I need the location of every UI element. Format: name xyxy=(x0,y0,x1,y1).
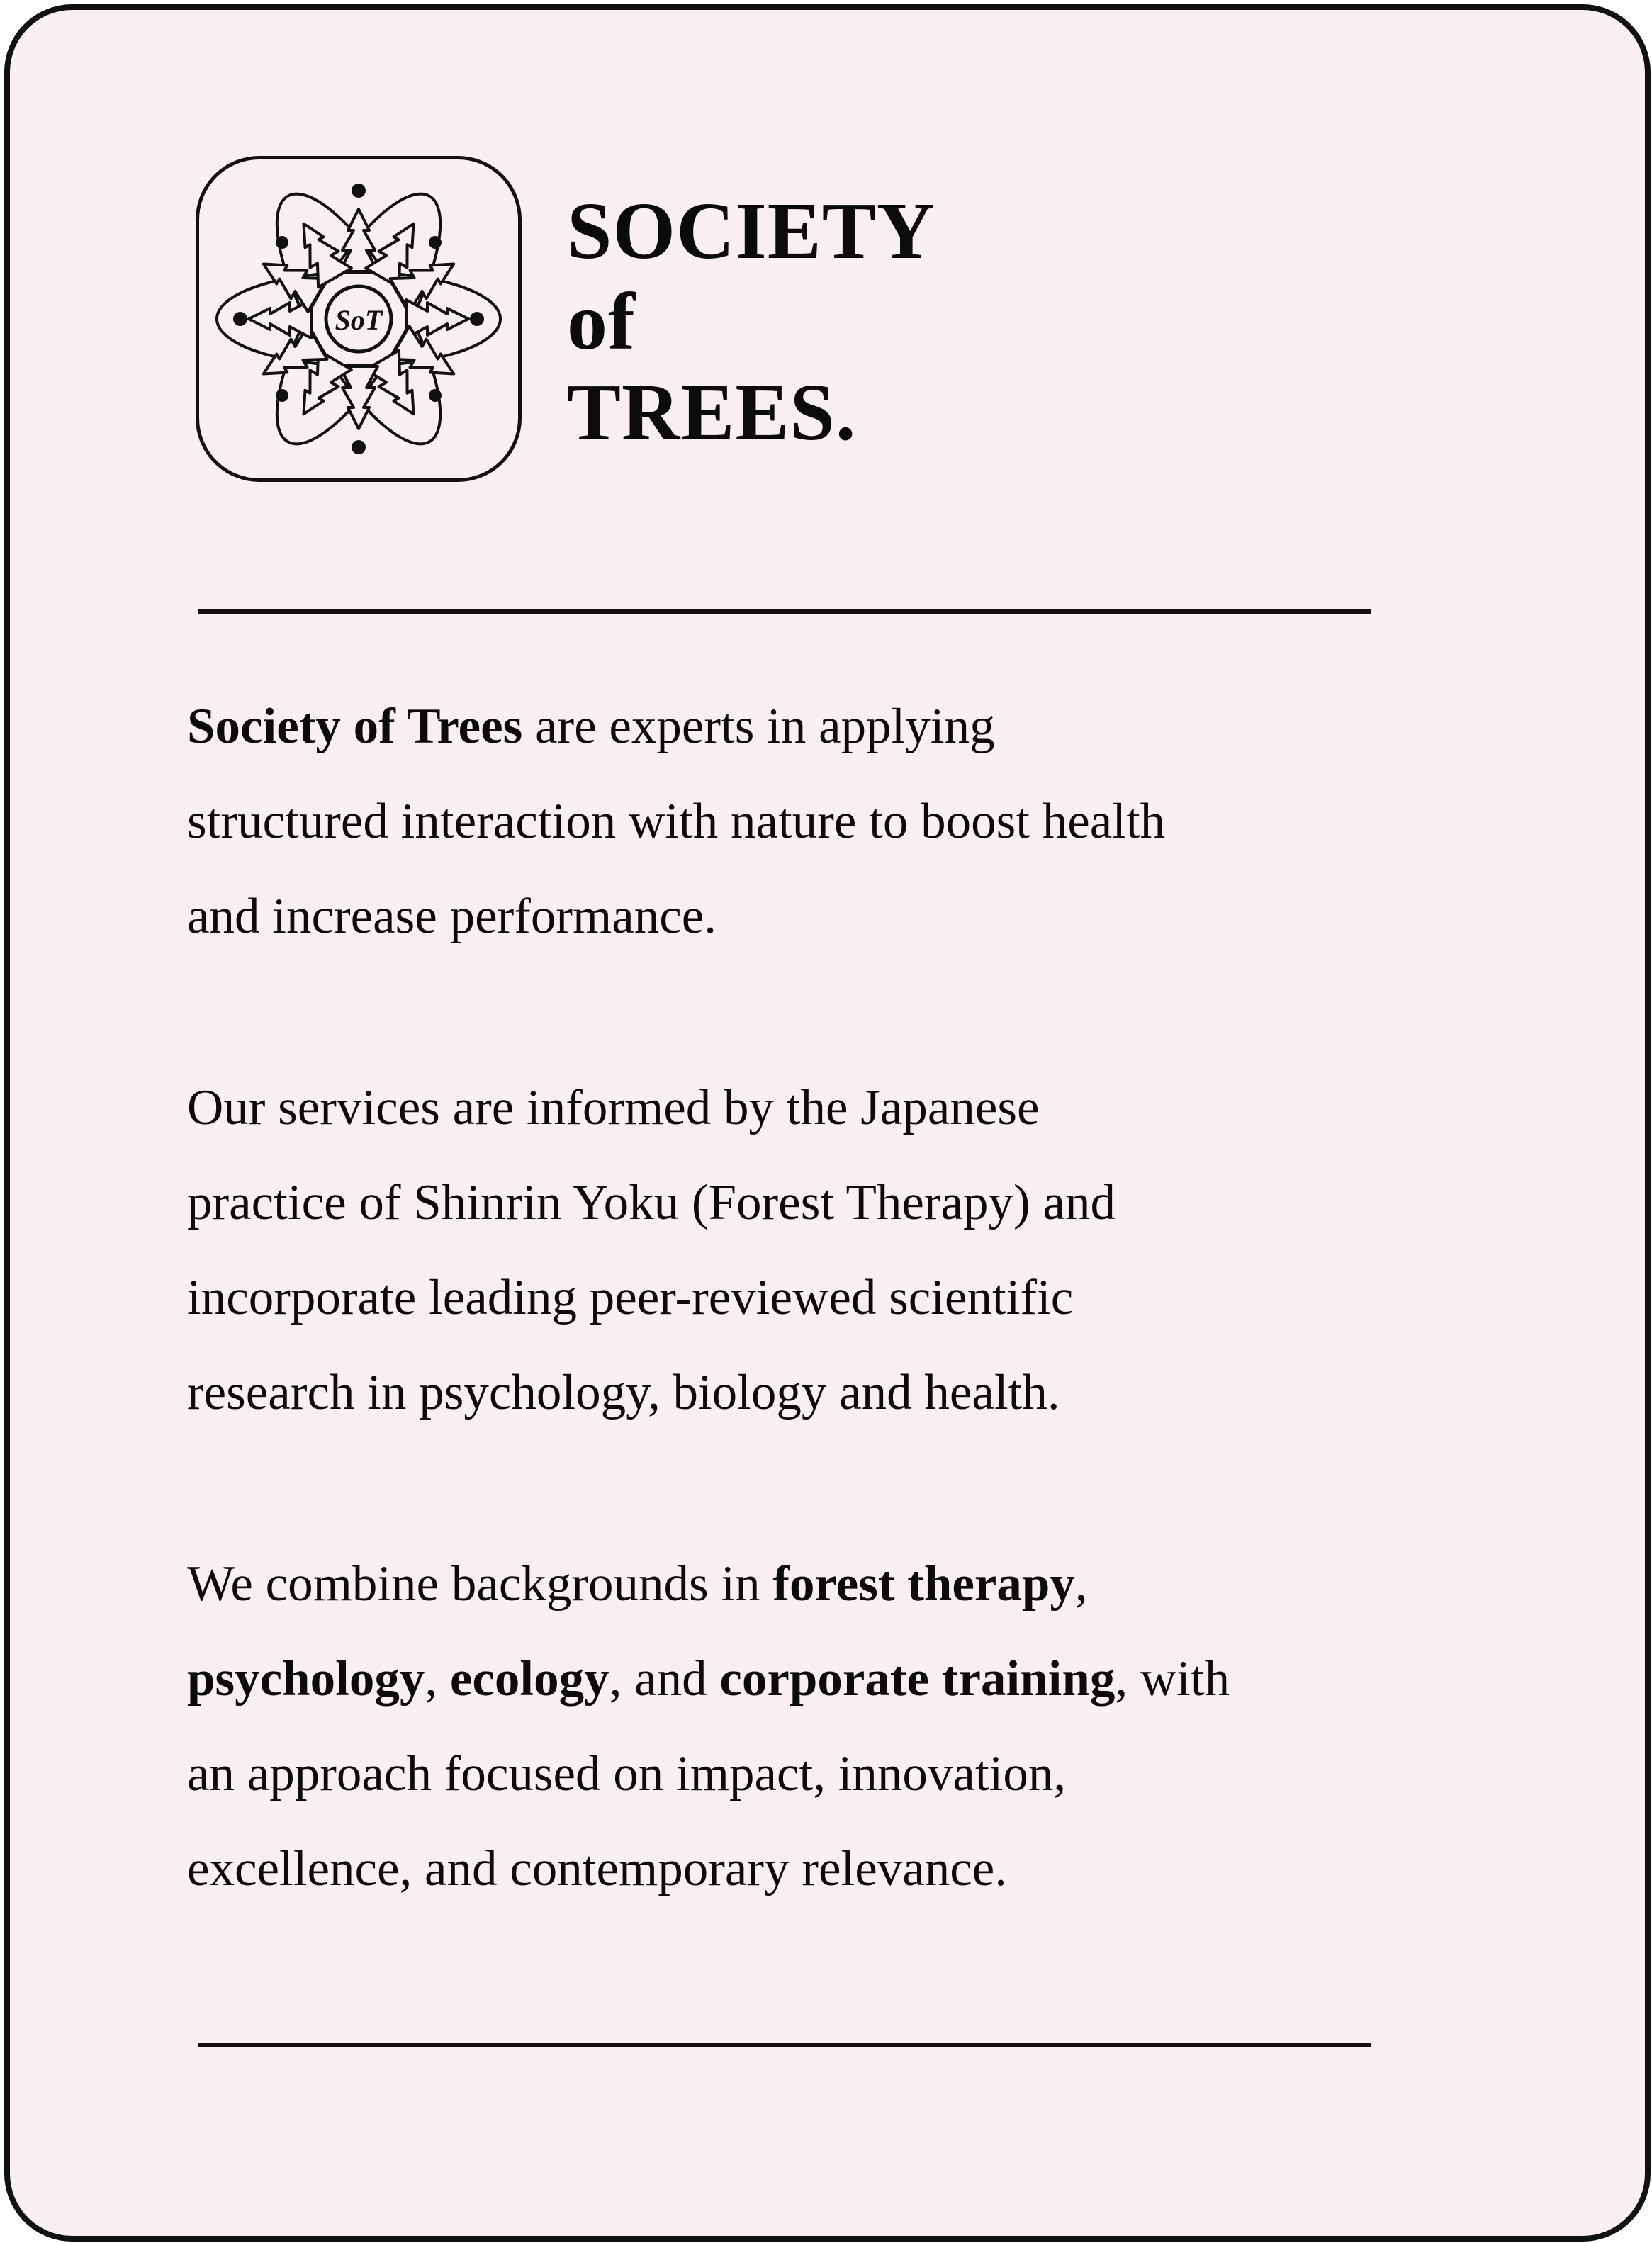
brand-name-line1: SOCIETY xyxy=(567,186,936,276)
top-divider xyxy=(198,609,1371,614)
paragraph-line xyxy=(187,1631,1491,1726)
text-span: We combine backgrounds in xyxy=(187,1556,773,1612)
bottom-divider xyxy=(198,2043,1371,2047)
paragraph-line: and increase performance. xyxy=(187,889,717,944)
text-span: , xyxy=(1074,1556,1088,1612)
text-span: , xyxy=(425,1651,450,1707)
paragraph-services xyxy=(187,1060,1491,1440)
keyword-corporate-training: corporate training xyxy=(719,1651,1116,1707)
paragraph-intro xyxy=(187,679,1491,964)
paragraph-line: excellence, and contemporary relevance. xyxy=(187,1841,1008,1896)
paragraph-line xyxy=(187,1536,1491,1631)
brand-name-line3: TREES. xyxy=(567,367,857,457)
paragraph-line: research in psychology, biology and health. xyxy=(187,1365,1060,1420)
company-name-bold: Society of Trees xyxy=(187,699,523,754)
keyword-psychology: psychology xyxy=(187,1651,425,1707)
brand-name-line2: of xyxy=(567,276,636,366)
paragraph-line xyxy=(187,679,1491,774)
logo-emblem xyxy=(199,159,518,478)
logo-monogram: SoT xyxy=(335,304,383,336)
paragraph-line: Our services are informed by the Japanese xyxy=(187,1080,1040,1135)
paragraph-line: an approach focused on impact, innovation, xyxy=(187,1746,1067,1801)
keyword-forest-therapy: forest therapy xyxy=(772,1556,1075,1612)
society-of-trees-logo-icon xyxy=(196,156,522,482)
paragraph-backgrounds xyxy=(187,1536,1491,1916)
text-span: , with xyxy=(1115,1651,1230,1707)
brand-name xyxy=(567,186,935,458)
keyword-ecology: ecology xyxy=(449,1651,609,1707)
paragraph-line: incorporate leading peer-reviewed scientific xyxy=(187,1270,1074,1325)
paragraph-line: practice of Shinrin Yoku (Forest Therapy) and xyxy=(187,1175,1116,1230)
text-span: are experts in applying xyxy=(522,699,995,754)
text-span: , and xyxy=(609,1651,720,1707)
paragraph-line: structured interaction with nature to boost health xyxy=(187,794,1166,849)
